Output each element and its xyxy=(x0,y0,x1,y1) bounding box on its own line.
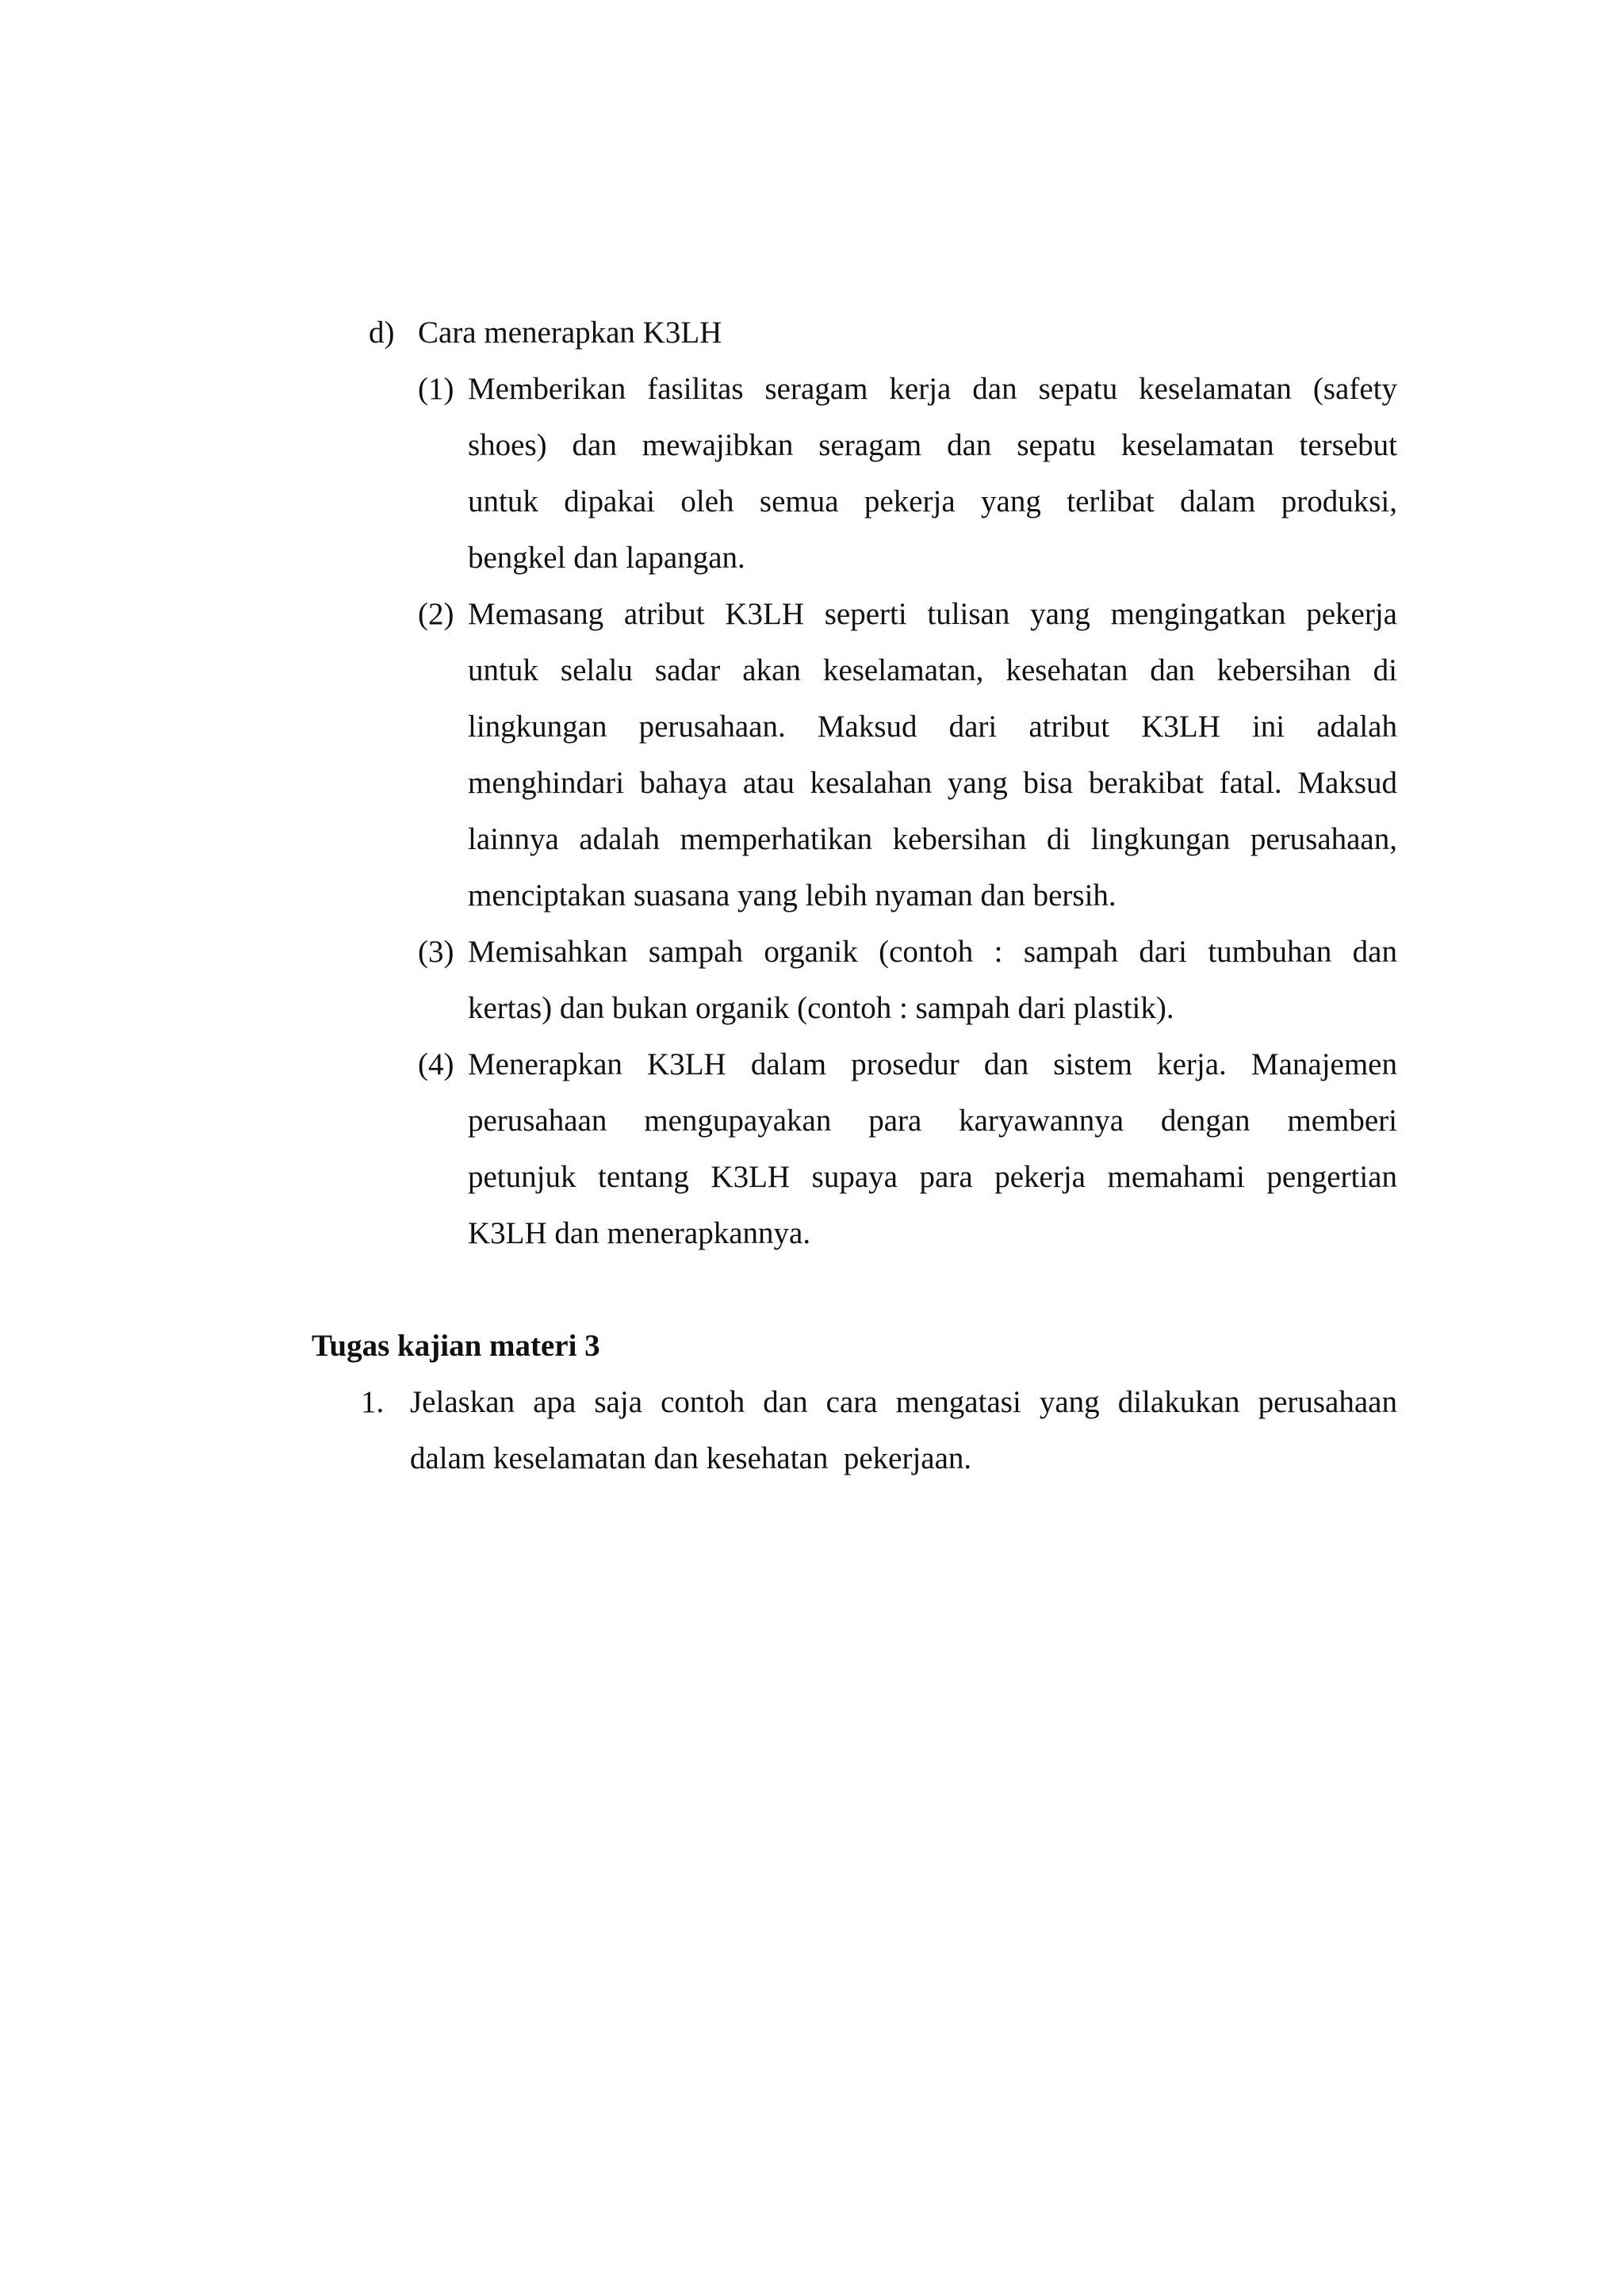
item-3-line-2: kertas) dan bukan organik (contoh : sampah dari plastik). xyxy=(468,991,1174,1025)
item-3-number: (3) xyxy=(418,935,454,969)
item-3-line-1: Memisahkan sampah organik (contoh : sampah dari tumbuhan dan xyxy=(468,935,1397,969)
item-2-line-2: untuk selalu sadar akan keselamatan, kesehatan dan kebersihan di xyxy=(468,653,1397,687)
item-2-line-6: menciptakan suasana yang lebih nyaman dan bersih. xyxy=(468,878,1116,913)
assignment-item-1-number: 1. xyxy=(361,1385,385,1419)
item-1-line-4: bengkel dan lapangan. xyxy=(468,541,745,575)
item-1-line-1: Memberikan fasilitas seragam kerja dan sepatu keselamatan (safety xyxy=(468,372,1397,406)
item-4-line-3: petunjuk tentang K3LH supaya para pekerja memahami pengertian xyxy=(468,1160,1397,1194)
item-1-line-3: untuk dipakai oleh semua pekerja yang terlibat dalam produksi, xyxy=(468,484,1397,519)
assignment-item-1-line-2: dalam keselamatan dan kesehatan pekerjaan. xyxy=(410,1441,972,1475)
item-2-line-4: menghindari bahaya atau kesalahan yang bisa berakibat fatal. Maksud xyxy=(468,766,1397,800)
item-2-line-5: lainnya adalah memperhatikan kebersihan di lingkungan perusahaan, xyxy=(468,822,1397,856)
section-d-heading: Cara menerapkan K3LH xyxy=(418,316,722,350)
item-1-line-2: shoes) dan mewajibkan seragam dan sepatu keselamatan tersebut xyxy=(468,428,1397,462)
item-2-line-3: lingkungan perusahaan. Maksud dari atribut K3LH ini adalah xyxy=(468,710,1397,744)
item-2-line-1: Memasang atribut K3LH seperti tulisan yang mengingatkan pekerja xyxy=(468,597,1397,631)
item-4-line-4: K3LH dan menerapkannya. xyxy=(468,1216,811,1250)
item-4-number: (4) xyxy=(418,1047,454,1081)
assignment-item-1-line-1: Jelaskan apa saja contoh dan cara mengatasi yang dilakukan perusahaan xyxy=(410,1385,1397,1419)
assignment-title: Tugas kajian materi 3 xyxy=(312,1329,600,1363)
item-4-line-1: Menerapkan K3LH dalam prosedur dan sistem kerja. Manajemen xyxy=(468,1047,1397,1081)
item-4-line-2: perusahaan mengupayakan para karyawannya dengan memberi xyxy=(468,1104,1397,1138)
section-d-marker: d) xyxy=(369,316,395,350)
item-2-number: (2) xyxy=(418,597,454,631)
item-1-number: (1) xyxy=(418,372,454,406)
